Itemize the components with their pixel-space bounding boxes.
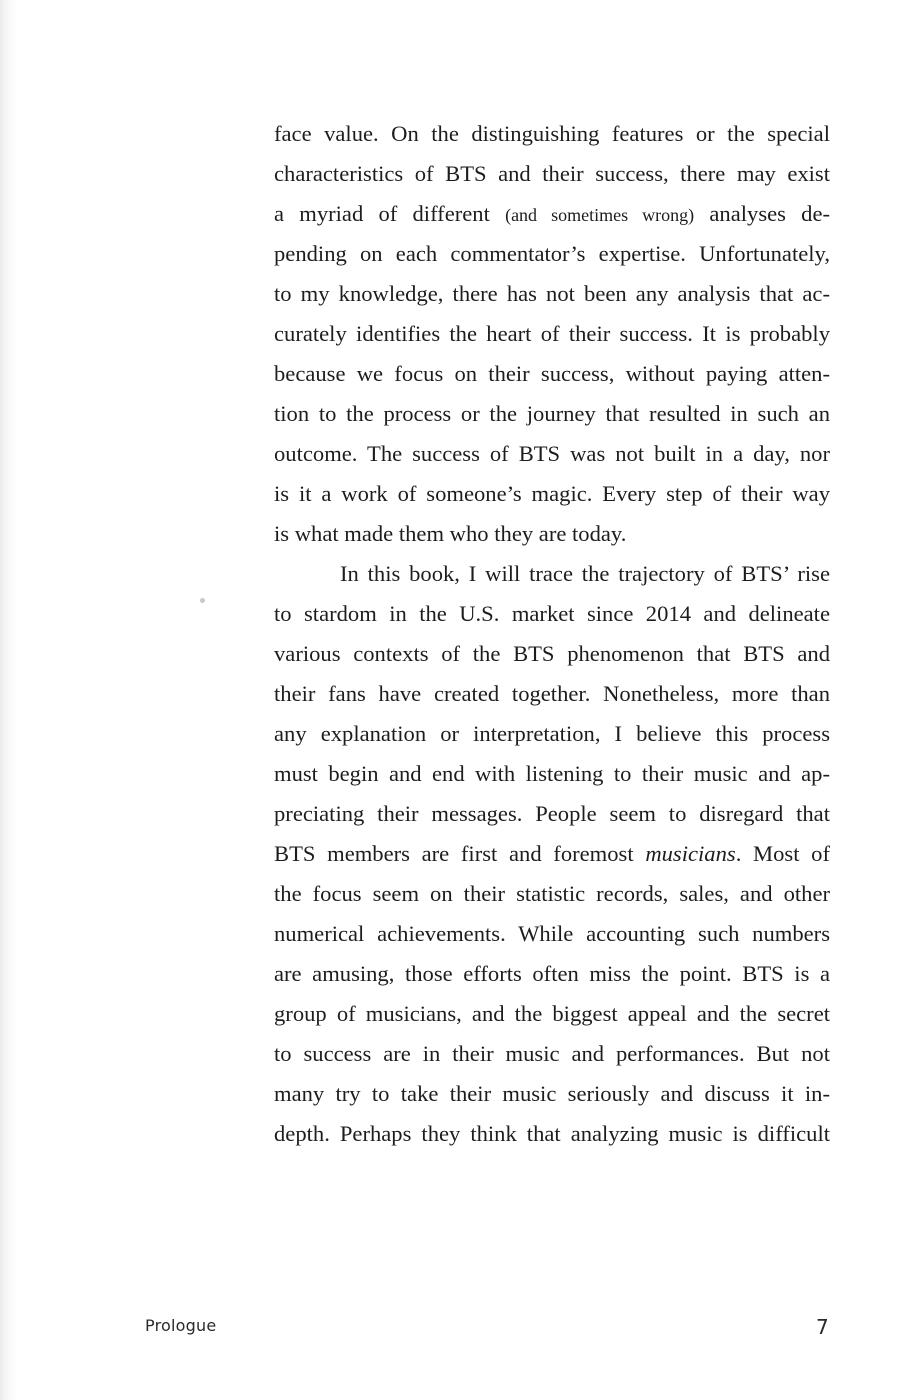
text-line: to stardom in the U.S. market since 2014 and delineate bbox=[274, 601, 830, 626]
text-line: face value. On the distinguishing features or the special bbox=[274, 121, 830, 146]
text-line: because we focus on their success, without paying atten- bbox=[274, 361, 830, 386]
text-line: numerical achievements. While accounting such numbers bbox=[274, 921, 830, 946]
text-run: a myriad of different bbox=[274, 201, 506, 226]
text-line: pending on each commentator’s expertise. Unfortunately, bbox=[274, 241, 830, 266]
parenthetical-note: (and sometimes wrong) bbox=[505, 205, 695, 225]
text-line: their fans have created together. Nonetheless, more than bbox=[274, 681, 830, 706]
text-run: analyses de- bbox=[694, 201, 831, 226]
text-line: to my knowledge, there has not been any analysis that ac- bbox=[274, 281, 830, 306]
text-line: depth. Perhaps they think that analyzing music is difficult bbox=[274, 1121, 830, 1146]
text-line: group of musicians, and the biggest appeal and the secret bbox=[274, 1001, 830, 1026]
text-line: curately identifies the heart of their success. It is probably bbox=[274, 321, 830, 346]
text-line: preciating their messages. People seem to disregard that bbox=[274, 801, 830, 826]
page-number: 7 bbox=[816, 1315, 829, 1339]
body-text bbox=[274, 114, 830, 1154]
text-run: BTS members are first and foremost bbox=[274, 841, 646, 866]
text-line: must begin and end with listening to their music and ap- bbox=[274, 761, 830, 786]
running-footer-section: Prologue bbox=[145, 1316, 217, 1335]
italic-emphasis: musicians bbox=[645, 841, 736, 866]
text-line: many try to take their music seriously and discuss it in- bbox=[274, 1081, 830, 1106]
text-line: is it a work of someone’s magic. Every step of their way bbox=[274, 481, 830, 506]
text-line bbox=[274, 834, 830, 874]
text-run: . Most of bbox=[735, 841, 830, 866]
text-line bbox=[274, 194, 830, 234]
text-line: various contexts of the BTS phenomenon that BTS and bbox=[274, 641, 830, 666]
text-line: is what made them who they are today. bbox=[274, 521, 627, 546]
text-line: are amusing, those efforts often miss the point. BTS is a bbox=[274, 961, 830, 986]
text-line: tion to the process or the journey that resulted in such an bbox=[274, 401, 830, 426]
text-line: In this book, I will trace the trajectory of BTS’ rise bbox=[340, 561, 830, 586]
paper-speck bbox=[200, 598, 205, 603]
text-line: characteristics of BTS and their success, there may exist bbox=[274, 161, 830, 186]
text-line: the focus seem on their statistic records, sales, and other bbox=[274, 881, 830, 906]
text-line: any explanation or interpretation, I believe this process bbox=[274, 721, 830, 746]
text-line: to success are in their music and performances. But not bbox=[274, 1041, 830, 1066]
text-line: outcome. The success of BTS was not built in a day, nor bbox=[274, 441, 830, 466]
